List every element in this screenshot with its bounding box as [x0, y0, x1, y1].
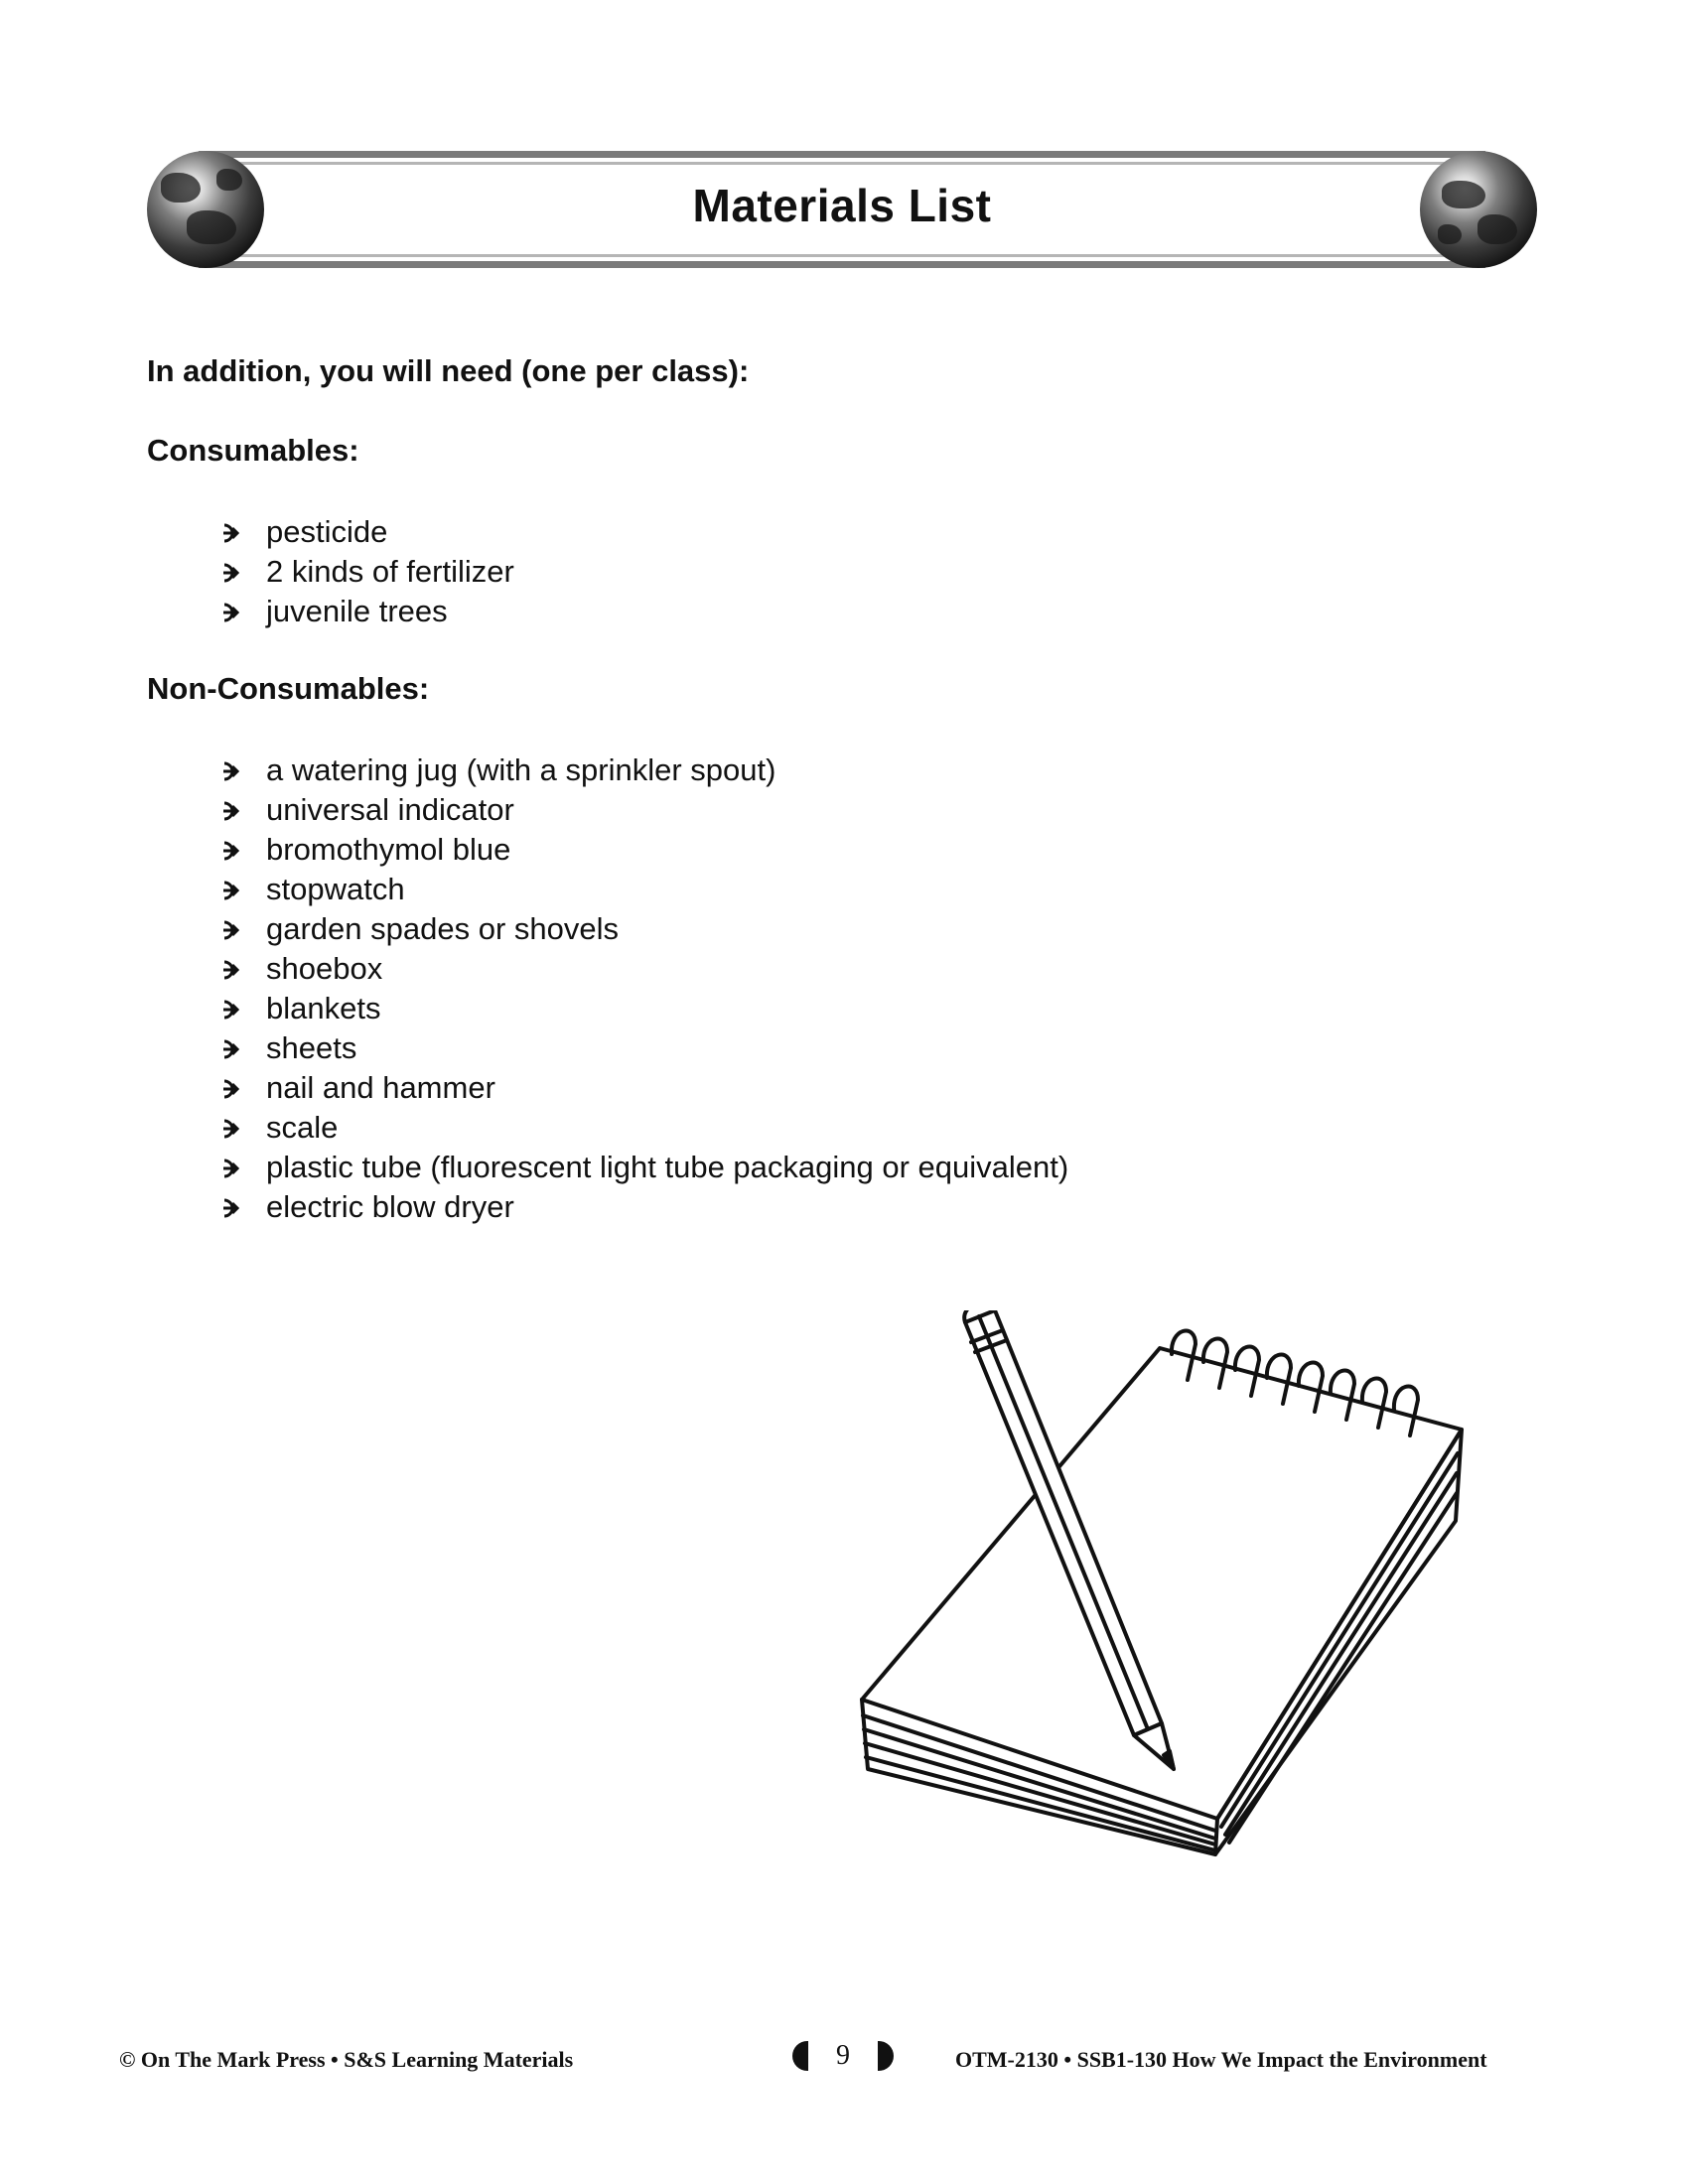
arrow-bullet-icon — [220, 999, 242, 1021]
arrow-bullet-icon — [220, 522, 242, 544]
list-item — [220, 1068, 1068, 1108]
list-item-text: electric blow dryer — [266, 1189, 514, 1224]
list-item — [220, 989, 1068, 1028]
list-item — [220, 790, 1068, 830]
list-item-text: nail and hammer — [266, 1070, 495, 1105]
list-item-text: a watering jug (with a sprinkler spout) — [266, 752, 776, 787]
page-number-badge — [792, 2037, 894, 2077]
arrow-bullet-icon — [220, 562, 242, 584]
list-item — [220, 949, 1068, 989]
consumables-list — [220, 512, 514, 631]
arrow-bullet-icon — [220, 1197, 242, 1219]
arrow-bullet-icon — [220, 919, 242, 941]
non-consumables-list — [220, 751, 1068, 1227]
list-item — [220, 909, 1068, 949]
arrow-bullet-icon — [220, 1078, 242, 1100]
list-item — [220, 552, 514, 592]
list-item-text: universal indicator — [266, 792, 514, 827]
page-number: 9 — [836, 2040, 850, 2071]
consumables-heading: Consumables: — [147, 433, 359, 468]
list-item — [220, 1028, 1068, 1068]
list-item — [220, 830, 1068, 870]
arrow-bullet-icon — [220, 602, 242, 623]
list-item-text: 2 kinds of fertilizer — [266, 554, 514, 589]
title-banner — [147, 151, 1537, 268]
list-item — [220, 870, 1068, 909]
list-item — [220, 512, 514, 552]
arrow-bullet-icon — [220, 840, 242, 862]
footer-copyright: © On The Mark Press • S&S Learning Materials — [119, 2047, 574, 2072]
arrow-bullet-icon — [220, 800, 242, 822]
list-item — [220, 1187, 1068, 1227]
arrow-bullet-icon — [220, 760, 242, 782]
list-item-text: pesticide — [266, 514, 388, 549]
arrow-bullet-icon — [220, 1038, 242, 1060]
arrow-bullet-icon — [220, 1158, 242, 1179]
list-item-text: stopwatch — [266, 872, 405, 906]
list-item — [220, 592, 514, 631]
intro-text: In addition, you will need (one per class): — [147, 353, 750, 388]
arrow-bullet-icon — [220, 880, 242, 901]
arrow-bullet-icon — [220, 1118, 242, 1140]
list-item-text: juvenile trees — [266, 594, 448, 628]
list-item-text: bromothymol blue — [266, 832, 511, 867]
non-consumables-heading: Non-Consumables: — [147, 671, 430, 706]
list-item-text: sheets — [266, 1030, 357, 1065]
list-item-text: shoebox — [266, 951, 383, 986]
list-item-text: garden spades or shovels — [266, 911, 620, 946]
list-item — [220, 1148, 1068, 1187]
list-item — [220, 751, 1068, 790]
list-item-text: plastic tube (fluorescent light tube packaging or equivalent) — [266, 1150, 1069, 1184]
list-item — [220, 1108, 1068, 1148]
arrow-bullet-icon — [220, 959, 242, 981]
footer-product-code: OTM-2130 • SSB1-130 How We Impact the Environment — [955, 2047, 1487, 2072]
list-item-text: scale — [266, 1110, 339, 1145]
list-item-text: blankets — [266, 991, 381, 1025]
notepad-and-pencil-icon — [854, 1310, 1489, 1866]
page-title: Materials List — [692, 180, 992, 231]
